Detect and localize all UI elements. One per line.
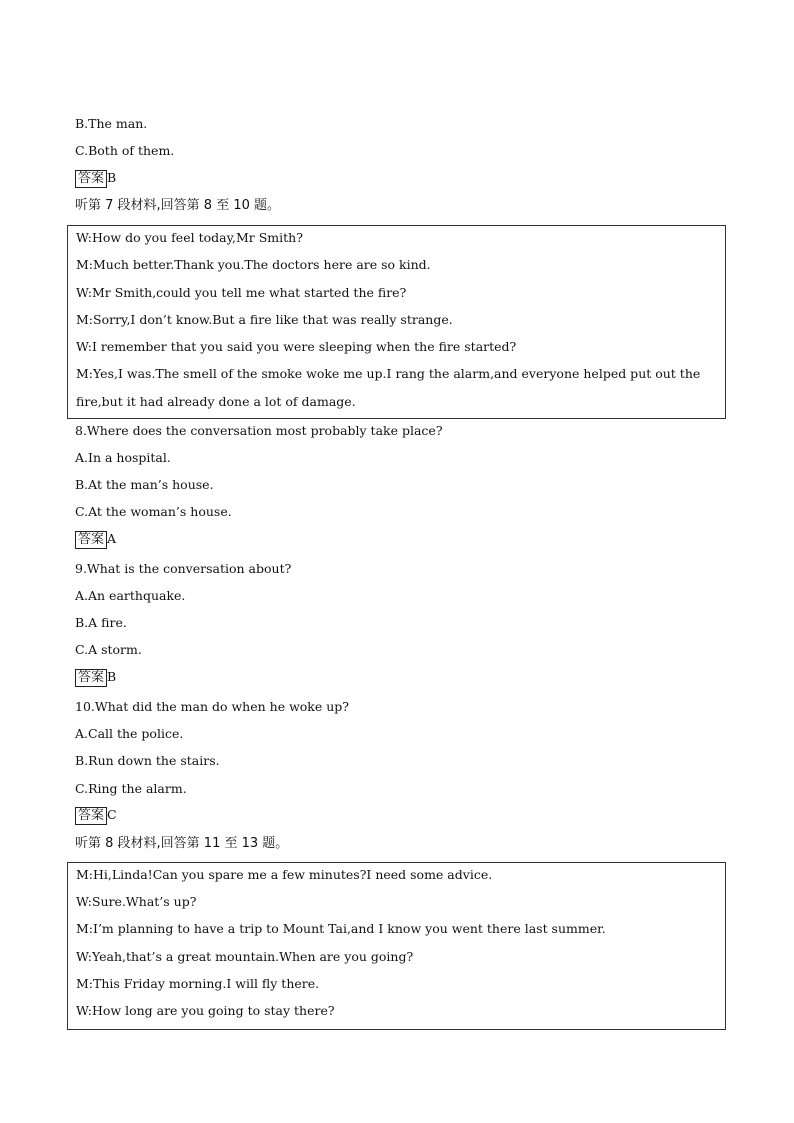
- answer-tag: 答案: [75, 807, 107, 825]
- question-10-option-b: B.Run down the stairs.: [75, 753, 220, 768]
- question-8-answer-row: [75, 531, 116, 549]
- transcript-line: M:Hi,Linda!Can you spare me a few minutes?I need some advice.: [76, 867, 493, 882]
- answer-row-previous: [75, 170, 116, 188]
- transcript-line: W:How do you feel today,Mr Smith?: [76, 230, 303, 245]
- answer-tag: 答案: [75, 170, 107, 188]
- transcript-line: M:Much better.Thank you.The doctors here are so kind.: [76, 257, 431, 272]
- answer-tag: 答案: [75, 669, 107, 687]
- answer-value: B: [107, 669, 117, 684]
- answer-value: A: [107, 531, 117, 546]
- question-9-option-c: C.A storm.: [75, 642, 142, 657]
- answer-value: B: [107, 170, 117, 185]
- question-8-option-b: B.At the man’s house.: [75, 477, 214, 492]
- question-10-answer-row: [75, 807, 117, 825]
- section-8-intro: 听第 8 段材料,回答第 11 至 13 题。: [75, 836, 289, 851]
- transcript-line: W:I remember that you said you were sleeping when the fire started?: [76, 339, 517, 354]
- transcript-box-section-8: [67, 862, 726, 1030]
- question-8-option-c: C.At the woman’s house.: [75, 504, 232, 519]
- transcript-line: W:Sure.What’s up?: [76, 894, 197, 909]
- answer-tag: 答案: [75, 531, 107, 549]
- question-8: 8.Where does the conversation most probably take place?: [75, 423, 443, 438]
- transcript-line: W:Mr Smith,could you tell me what started the fire?: [76, 285, 407, 300]
- section-7-intro: 听第 7 段材料,回答第 8 至 10 题。: [75, 198, 281, 213]
- question-10-option-a: A.Call the police.: [75, 726, 184, 741]
- answer-value: C: [107, 807, 117, 822]
- transcript-line: M:Yes,I was.The smell of the smoke woke me up.I rang the alarm,and everyone helped put out the: [76, 366, 701, 381]
- transcript-line: M:This Friday morning.I will fly there.: [76, 976, 320, 991]
- question-8-option-a: A.In a hospital.: [75, 450, 171, 465]
- transcript-line: W:How long are you going to stay there?: [76, 1003, 335, 1018]
- question-9-option-b: B.A fire.: [75, 615, 127, 630]
- question-10-option-c: C.Ring the alarm.: [75, 781, 187, 796]
- question-9-option-a: A.An earthquake.: [75, 588, 186, 603]
- transcript-box-section-7: [67, 225, 726, 419]
- transcript-line: W:Yeah,that’s a great mountain.When are you going?: [76, 949, 414, 964]
- option-c-previous: C.Both of them.: [75, 143, 175, 158]
- option-b-previous: B.The man.: [75, 116, 148, 131]
- question-10: 10.What did the man do when he woke up?: [75, 699, 349, 714]
- transcript-line: M:I’m planning to have a trip to Mount Tai,and I know you went there last summer.: [76, 921, 606, 936]
- transcript-line: fire,but it had already done a lot of damage.: [76, 394, 356, 409]
- question-9-answer-row: [75, 669, 116, 687]
- question-9: 9.What is the conversation about?: [75, 561, 292, 576]
- transcript-line: M:Sorry,I don’t know.But a fire like that was really strange.: [76, 312, 453, 327]
